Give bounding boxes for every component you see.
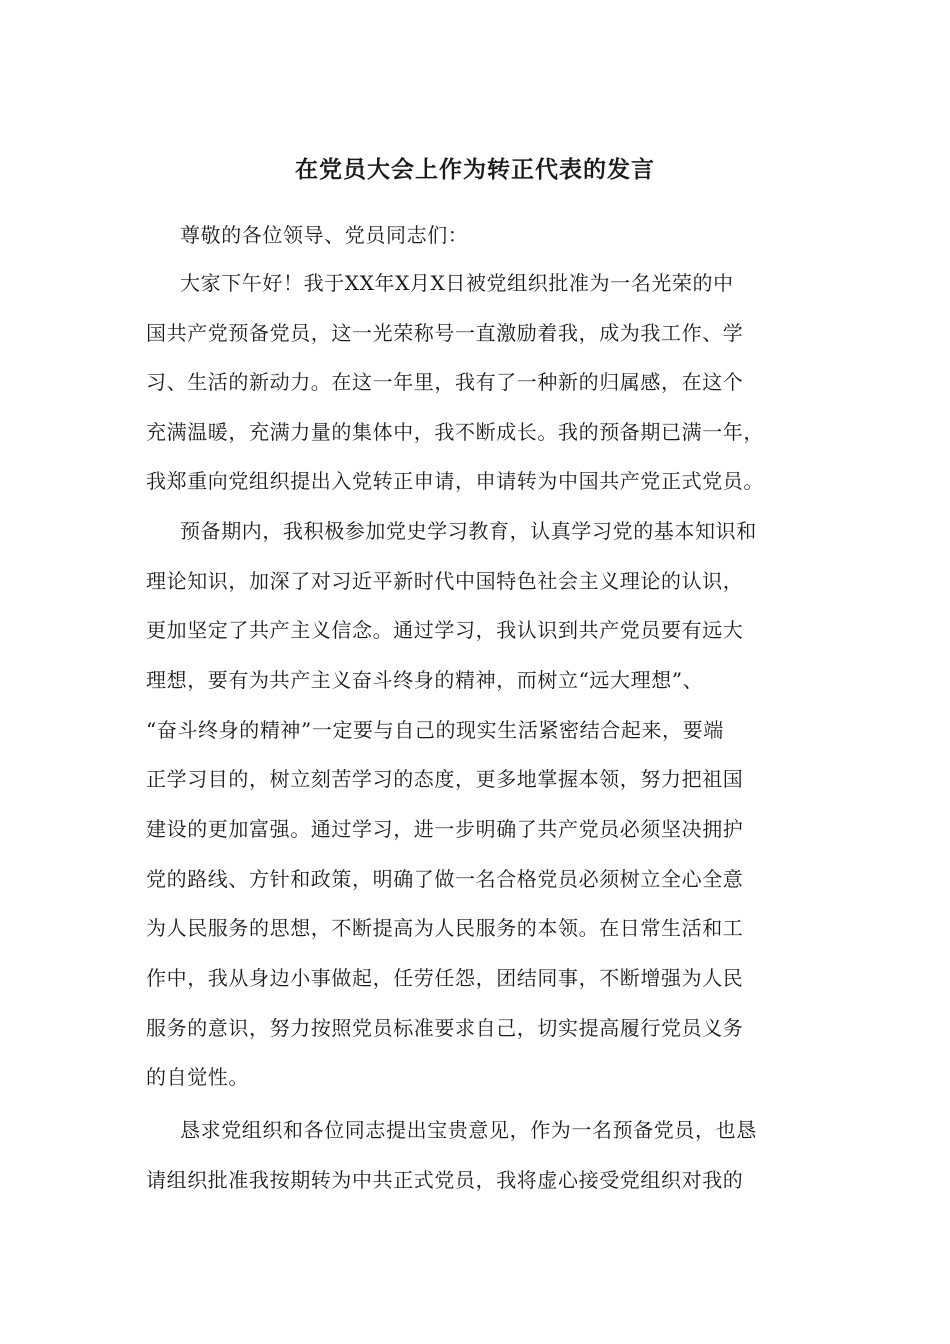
page-title: 在党员大会上作为转正代表的发言 <box>295 156 655 183</box>
text-line: 建设的更加富强。通过学习，进一步明确了共产党员必须坚决拥护 <box>146 817 744 841</box>
text-line: 服务的意识，努力按照党员标准要求自己，切实提高履行党员义务 <box>146 1016 744 1040</box>
text-line: 的自觉性。 <box>146 1065 249 1089</box>
text-line: 我郑重向党组织提出入党转正申请，申请转为中国共产党正式党员。 <box>146 469 764 493</box>
text-line: 党的路线、方针和政策，明确了做一名合格党员必须树立全心全意 <box>146 867 744 891</box>
salutation: 尊敬的各位领导、党员同志们： <box>180 223 469 247</box>
text-line: 国共产党预备党员，这一光荣称号一直激励着我，成为我工作、学 <box>146 321 744 345</box>
text-line: 充满温暖，充满力量的集体中，我不断成长。我的预备期已满一年， <box>146 420 764 444</box>
text-line: “奋斗终身的精神”一定要与自己的现实生活紧密结合起来，要端 <box>146 718 724 742</box>
text-line: 理想，要有为共产主义奋斗终身的精神，而树立“远大理想”、 <box>146 668 704 692</box>
text-line: 请组织批准我按期转为中共正式党员，我将虚心接受党组织对我的 <box>146 1168 744 1192</box>
text-line: 正学习目的，树立刻苦学习的态度，更多地掌握本领，努力把祖国 <box>146 767 744 791</box>
text-line: 预备期内，我积极参加党史学习教育，认真学习党的基本知识和 <box>180 519 757 543</box>
text-line: 习、生活的新动力。在这一年里，我有了一种新的归属感，在这个 <box>146 370 744 394</box>
text-line: 大家下午好！我于XX年X月X日被党组织批准为一名光荣的中 <box>180 271 734 295</box>
text-line: 作中，我从身边小事做起，任劳任怨，团结同事，不断增强为人民 <box>146 966 744 990</box>
text-line: 理论知识，加深了对习近平新时代中国特色社会主义理论的认识， <box>146 569 744 593</box>
text-line: 更加坚定了共产主义信念。通过学习，我认识到共产党员要有远大 <box>146 618 744 642</box>
text-line: 恳求党组织和各位同志提出宝贵意见，作为一名预备党员，也恳 <box>180 1118 757 1142</box>
text-line: 为人民服务的思想，不断提高为人民服务的本领。在日常生活和工 <box>146 916 744 940</box>
